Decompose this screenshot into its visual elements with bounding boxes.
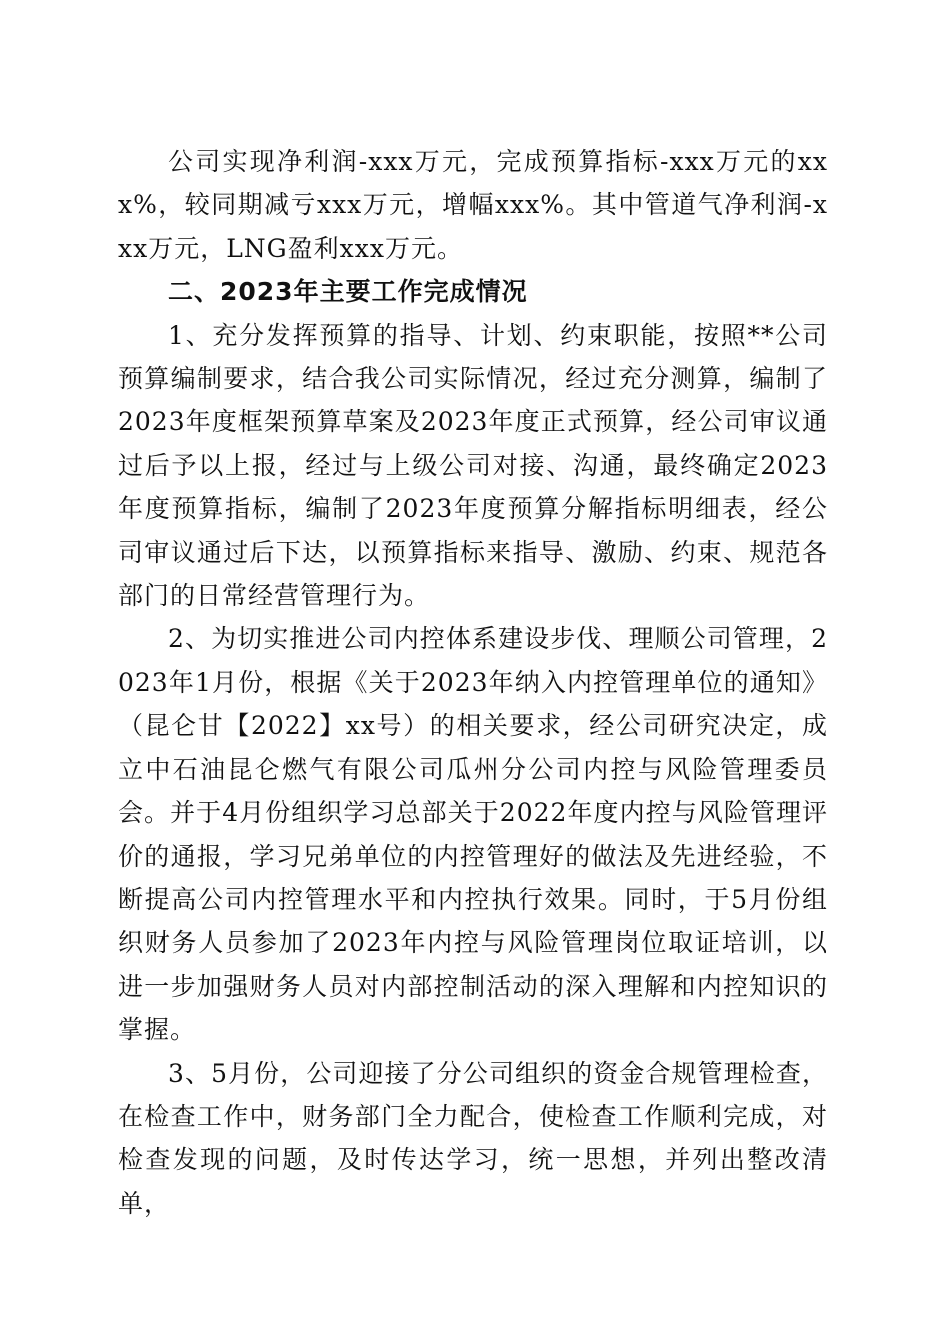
- paragraph-net-profit: 公司实现净利润-xxx万元，完成预算指标-xxx万元的xxx%，较同期减亏xxx万元，增幅xxx%。其中管道气净利润-xxx万元，LNG盈利xxx万元。: [118, 147, 828, 263]
- paragraph-item-1: 1、充分发挥预算的指导、计划、约束职能，按照**公司预算编制要求，结合我公司实际情况，经过充分测算，编制了2023年度框架预算草案及2023年度正式预算，经公司审议通过后予以上报，经过与上级公司对接、沟通，最终确定2023年度预算指标，编制了2023年度预算分解指标明细表，经公司审议通过后下达，以预算指标来指导、激励、约束、规范各部门的日常经营管理行为。: [118, 320, 828, 611]
- paragraph-item-3: 3、5月份，公司迎接了分公司组织的资金合规管理检查，在检查工作中，财务部门全力配合，使检查工作顺利完成，对检查发现的问题，及时传达学习，统一思想，并列出整改清单，: [118, 1058, 828, 1218]
- paragraph-item-2: 2、为切实推进公司内控体系建设步伐、理顺公司管理，2023年1月份，根据《关于2023年纳入内控管理单位的通知》（昆仑甘【2022】xx号）的相关要求，经公司研究决定，成立中石油昆仑燃气有限公司瓜州分公司内控与风险管理委员会。并于4月份组织学习总部关于2022年度内控与风险管理评价的通报，学习兄弟单位的内控管理好的做法及先进经验，不断提高公司内控管理水平和内控执行效果。同时，于5月份组织财务人员参加了2023年内控与风险管理岗位取证培训，以进一步加强财务人员对内部控制活动的深入理解和内控知识的掌握。: [118, 624, 828, 1045]
- document-body: [118, 140, 828, 1225]
- section-heading: 二、2023年主要工作完成情况: [168, 277, 528, 307]
